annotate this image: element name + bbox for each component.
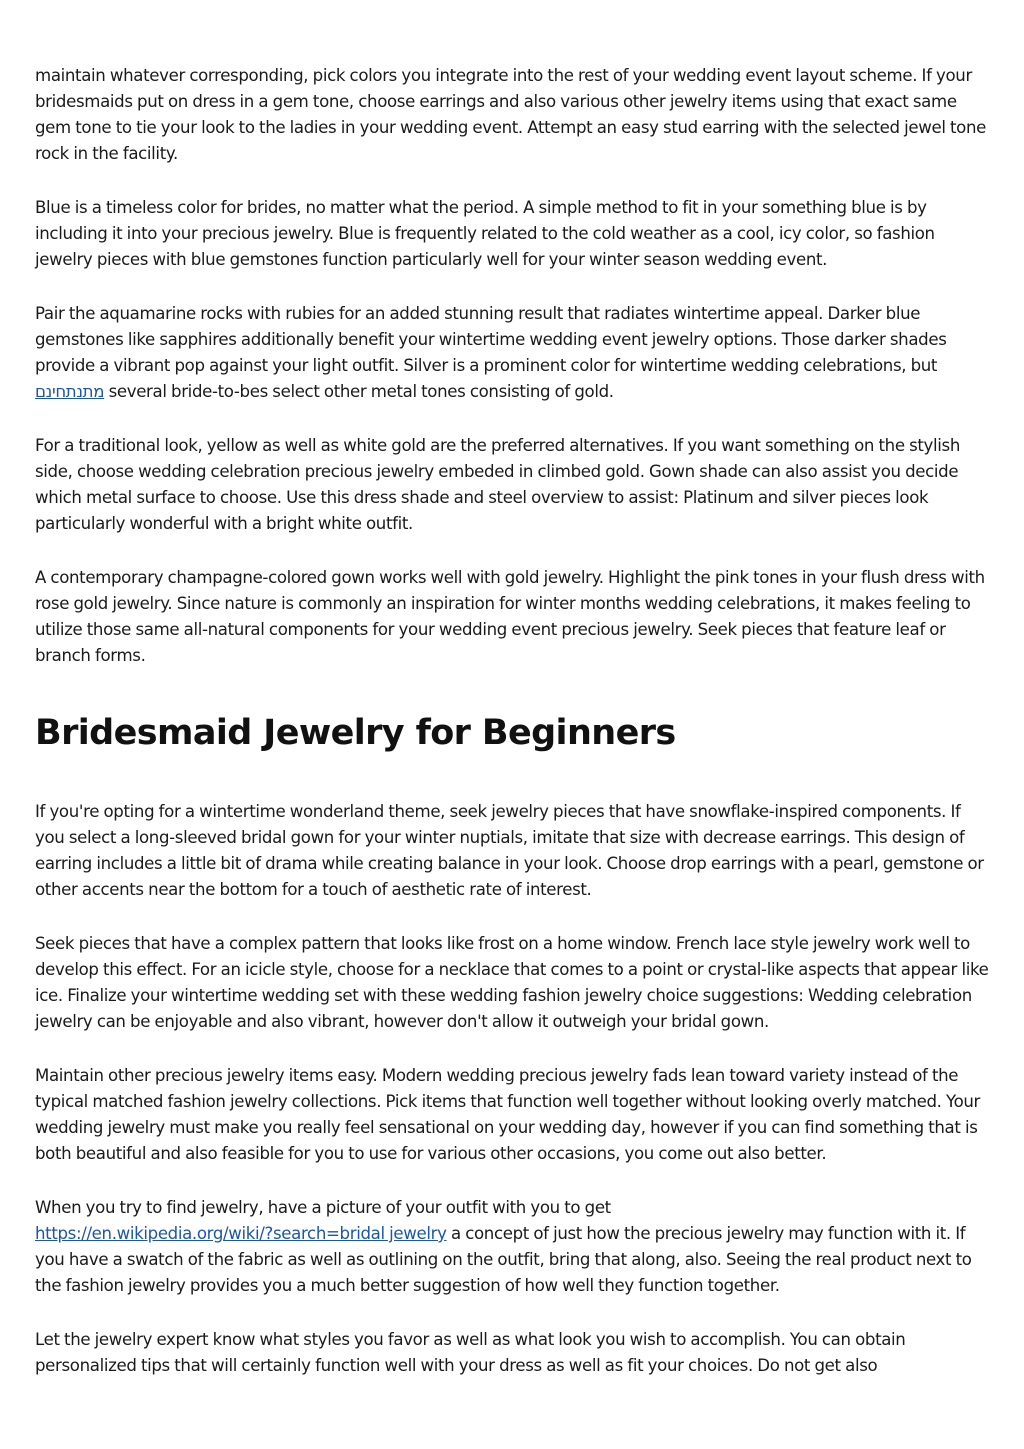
paragraph-text: several bride-to-bes select other metal tones consisting of gold. [104,382,614,401]
paragraph: Maintain other precious jewelry items easy. Modern wedding precious jewelry fads lean toward variety instead of the typical matched fashion jewelry collections. Pick items that function well together without looking overly matched. Your wedding jewelry must make you really feel sensational on your wedding day, however if you can find something that is both beautiful and also feasible for you to use for various other occasions, you come out also better. [35,1066,981,1163]
paragraph-text: When you try to find jewelry, have a picture of your outfit with you to get [35,1198,611,1217]
section-heading: Bridesmaid Jewelry for Beginners [35,713,676,753]
paragraph: For a traditional look, yellow as well as white gold are the preferred alternatives. If you want something on the stylish side, choose wedding celebration precious jewelry embeded in climbed gold. Gown shade can also assist you decide which metal surface to choose. Use this dress shade and steel overview to assist: Platinum and silver pieces look particularly wonderful with a bright white outfit. [35,436,961,533]
paragraph-text: Pair the aquamarine rocks with rubies for an added stunning result that radiates wintertime appeal. Darker blue gemstones like sapphires additionally benefit your wintertime wedding event jewelry options. Those darker shades provide a vibrant pop against your light outfit. Silver is a prominent color for wintertime wedding celebrations, but [35,304,947,375]
paragraph [35,301,993,405]
paragraph: If you're opting for a wintertime wonderland theme, seek jewelry pieces that have snowflake-inspired components. If you select a long-sleeved bridal gown for your winter nuptials, imitate that size with decrease earrings. This design of earring includes a little bit of drama while creating balance in your look. Choose drop earrings with a pearl, gemstone or other accents near the bottom for a touch of aesthetic rate of interest. [35,802,984,899]
paragraph [35,1195,993,1299]
wikipedia-link[interactable]: https://en.wikipedia.org/wiki/?search=bridal jewelry [35,1224,447,1243]
document-body [35,63,993,1407]
hebrew-link[interactable]: מתנתחינם [35,382,105,401]
paragraph: Blue is a timeless color for brides, no matter what the period. A simple method to fit in your something blue is by including it into your precious jewelry. Blue is frequently related to the cold weather as a cool, icy color, so fashion jewelry pieces with blue gemstones function particularly well for your winter season wedding event. [35,198,935,269]
paragraph: Let the jewelry expert know what styles you favor as well as what look you wish to accomplish. You can obtain personalized tips that will certainly function well with your dress as well as fit your choices. Do not get also [35,1330,906,1375]
paragraph: maintain whatever corresponding, pick colors you integrate into the rest of your wedding event layout scheme. If your bridesmaids put on dress in a gem tone, choose earrings and also various other jewelry items using that exact same gem tone to tie your look to the ladies in your wedding event. Attempt an easy stud earring with the selected jewel tone rock in the facility. [35,66,986,163]
paragraph: A contemporary champagne-colored gown works well with gold jewelry. Highlight the pink tones in your flush dress with rose gold jewelry. Since nature is commonly an inspiration for winter months wedding celebrations, it makes feeling to utilize those same all-natural components for your wedding event precious jewelry. Seek pieces that feature leaf or branch forms. [35,568,985,665]
paragraph-text: a concept of just how the precious jewelry may function with it. If you have a swatch of the fabric as well as outlining on the outfit, bring that along, also. Seeing the real product next to the fashion jewelry provides you a much better suggestion of how well they function together. [35,1224,972,1295]
paragraph: Seek pieces that have a complex pattern that looks like frost on a home window. French lace style jewelry work well to develop this effect. For an icicle style, choose for a necklace that comes to a point or crystal-like aspects that appear like ice. Finalize your wintertime wedding set with these wedding fashion jewelry choice suggestions: Wedding celebration jewelry can be enjoyable and also vibrant, however don't allow it outweigh your bridal gown. [35,934,989,1031]
